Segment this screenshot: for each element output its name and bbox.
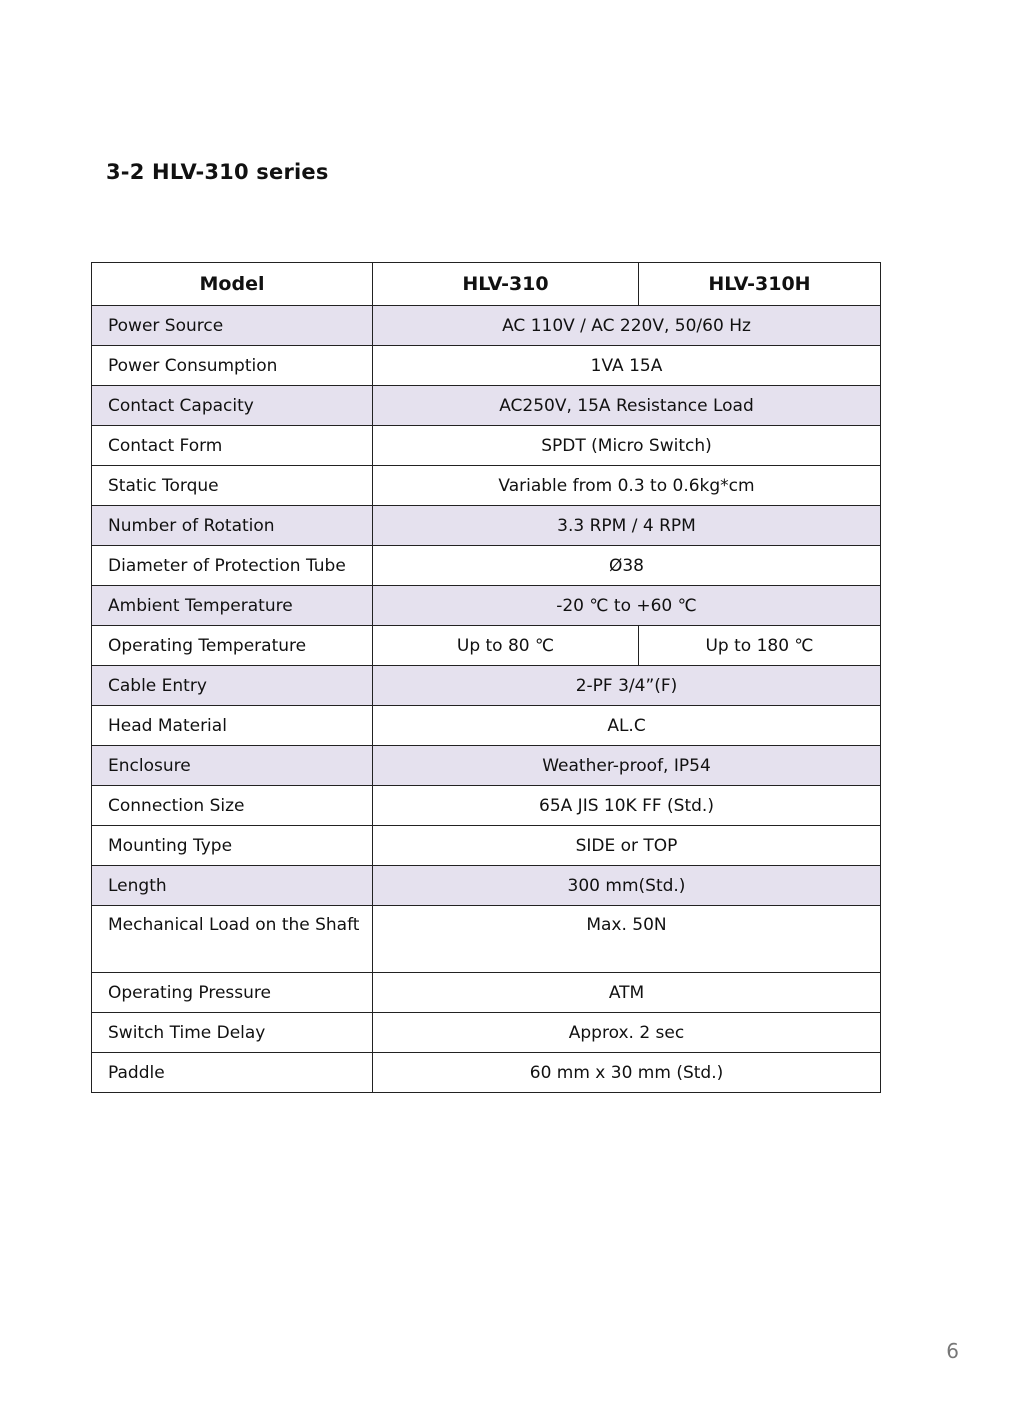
table-row xyxy=(92,746,881,786)
row-value: Ø38 xyxy=(373,546,881,586)
row-value: AL.C xyxy=(373,706,881,746)
row-value: 2-PF 3/4”(F) xyxy=(373,666,881,706)
row-value: 3.3 RPM / 4 RPM xyxy=(373,506,881,546)
row-label: Ambient Temperature xyxy=(92,586,373,626)
row-label: Number of Rotation xyxy=(92,506,373,546)
table-row xyxy=(92,906,881,973)
row-value: SIDE or TOP xyxy=(373,826,881,866)
table-row xyxy=(92,426,881,466)
header-hlv-310: HLV-310 xyxy=(373,263,639,306)
row-value: SPDT (Micro Switch) xyxy=(373,426,881,466)
row-value: 300 mm(Std.) xyxy=(373,866,881,906)
table-row xyxy=(92,706,881,746)
row-value: 65A JIS 10K FF (Std.) xyxy=(373,786,881,826)
row-value: Weather-proof, IP54 xyxy=(373,746,881,786)
row-label: Connection Size xyxy=(92,786,373,826)
table-row xyxy=(92,666,881,706)
row-value: Max. 50N xyxy=(373,906,881,973)
row-value: ATM xyxy=(373,973,881,1013)
table-row xyxy=(92,786,881,826)
table-row xyxy=(92,506,881,546)
row-value: Approx. 2 sec xyxy=(373,1013,881,1053)
row-label: Paddle xyxy=(92,1053,373,1093)
table-row xyxy=(92,826,881,866)
table-row xyxy=(92,1013,881,1053)
table-header-row xyxy=(92,263,881,306)
table-row xyxy=(92,346,881,386)
row-label: Power Consumption xyxy=(92,346,373,386)
row-label: Static Torque xyxy=(92,466,373,506)
page-number: 6 xyxy=(946,1339,959,1363)
table-row xyxy=(92,866,881,906)
row-label: Diameter of Protection Tube xyxy=(92,546,373,586)
row-label: Length xyxy=(92,866,373,906)
header-hlv-310h: HLV-310H xyxy=(639,263,881,306)
table-row xyxy=(92,973,881,1013)
table-row xyxy=(92,306,881,346)
row-label: Power Source xyxy=(92,306,373,346)
row-value: -20 ℃ to +60 ℃ xyxy=(373,586,881,626)
table-row xyxy=(92,626,881,666)
row-label: Operating Temperature xyxy=(92,626,373,666)
row-label: Switch Time Delay xyxy=(92,1013,373,1053)
row-value: Variable from 0.3 to 0.6kg*cm xyxy=(373,466,881,506)
row-label: Cable Entry xyxy=(92,666,373,706)
row-value: AC 110V / AC 220V, 50/60 Hz xyxy=(373,306,881,346)
row-value-hlv-310: Up to 80 ℃ xyxy=(373,626,639,666)
table-row xyxy=(92,466,881,506)
table-row xyxy=(92,586,881,626)
row-label: Contact Form xyxy=(92,426,373,466)
row-value: 1VA 15A xyxy=(373,346,881,386)
row-label: Head Material xyxy=(92,706,373,746)
header-model: Model xyxy=(92,263,373,306)
spec-table xyxy=(91,262,881,1093)
row-label: Enclosure xyxy=(92,746,373,786)
row-label: Operating Pressure xyxy=(92,973,373,1013)
table-row xyxy=(92,386,881,426)
table-row xyxy=(92,1053,881,1093)
row-label: Mounting Type xyxy=(92,826,373,866)
row-value: 60 mm x 30 mm (Std.) xyxy=(373,1053,881,1093)
row-value: AC250V, 15A Resistance Load xyxy=(373,386,881,426)
table-row xyxy=(92,546,881,586)
row-label: Contact Capacity xyxy=(92,386,373,426)
section-title: 3-2 HLV-310 series xyxy=(106,160,329,184)
row-value-hlv-310h: Up to 180 ℃ xyxy=(639,626,881,666)
row-label: Mechanical Load on the Shaft xyxy=(92,906,373,973)
